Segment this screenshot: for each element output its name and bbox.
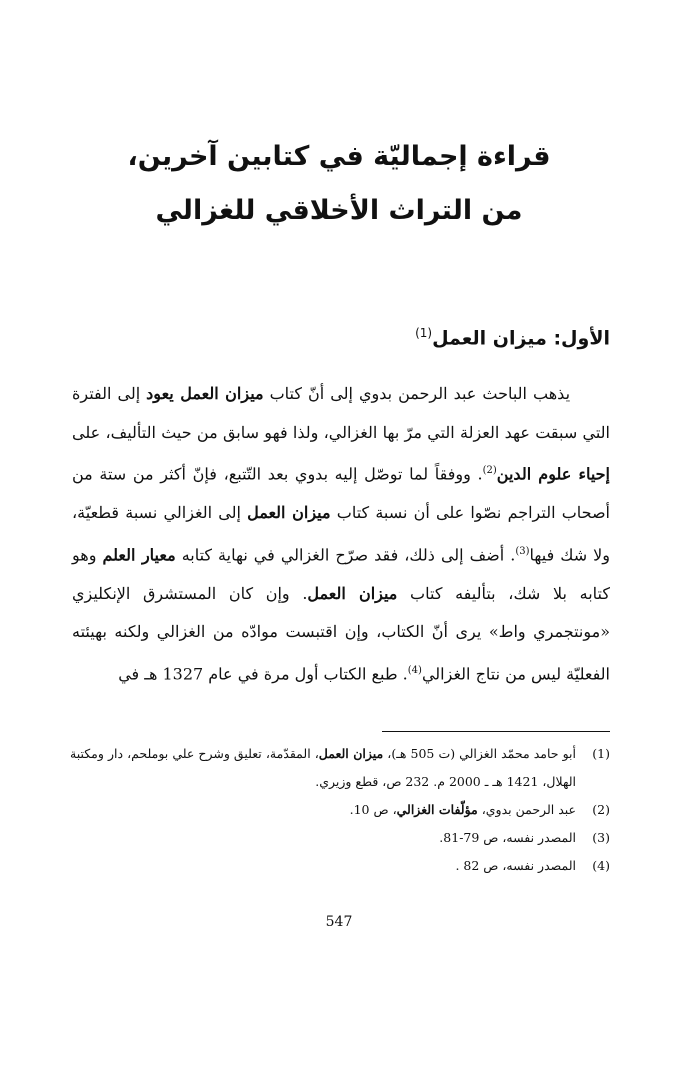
footnote-text xyxy=(70,824,576,852)
text-run: إلى الفترة التي سبقت عهد العزلة التي مرّ بها الغزالي، ولذا فهو سابق من حيث التأليف، على xyxy=(72,384,610,442)
body-text xyxy=(72,375,610,694)
text-run: ، المقدّمة، تعليق وشرح علي بوملحم، دار ومكتبة الهلال، 1421 هـ ـ 2000 م. 232 ص، قطع وزيري. xyxy=(70,746,576,789)
text-run: أبو حامد محمّد الغزالي (ت 505 هـ)، xyxy=(383,746,576,761)
book-title-ihya: إحياء علوم الدين xyxy=(496,464,611,484)
footnotes xyxy=(70,740,610,880)
text-run: المصدر نفسه، ص 79-81. xyxy=(439,830,576,845)
footnote-text xyxy=(70,852,576,880)
text-run: يذهب الباحث عبد الرحمن بدوي إلى أنّ كتاب xyxy=(263,384,571,403)
book-title-miyar: معيار العلم xyxy=(102,545,176,565)
footnote xyxy=(70,796,610,824)
footnote xyxy=(70,824,610,852)
footnote-ref-1: (1) xyxy=(415,326,433,340)
text-run: . وإن كان المستشرق الإنكليزي «مونتجمري واط» يرى أنّ الكتاب، وإن اقتبست موادّه من الغزالي ولكنه بهيئته الفعليّة ليس من نتاج الغزالي xyxy=(72,583,611,684)
footnote-ref-4: (4) xyxy=(407,664,422,676)
chapter-title xyxy=(60,130,618,238)
book-title-mizan: ميزان العمل يعود xyxy=(146,384,264,403)
text-run: . طبع الكتاب أول مرة في عام 1327 هـ في xyxy=(118,664,408,684)
footnote-ref-3: (3) xyxy=(515,545,530,557)
book-title-mizan: ميزان العمل xyxy=(307,583,398,603)
text-run: وهو كتابه بلا شك، بتأليفه كتاب xyxy=(72,545,610,603)
text-run: إلى الغزالي نسبة قطعيّة، ولا شك فيها xyxy=(72,503,611,565)
footnote-text xyxy=(70,740,576,796)
book-title: ميزان العمل xyxy=(318,746,384,761)
footnote xyxy=(70,740,610,796)
book-title: مؤلّفات الغزالي xyxy=(396,802,478,817)
text-run: . ووفقاً لما توصّل إليه بدوي بعد التّتبع، فإنّ أكثر من ستة من أصحاب التراجم نصّوا على أن نسبة كتاب xyxy=(72,464,610,523)
section-heading-text: الأول: ميزان العمل xyxy=(432,327,610,350)
footnote-number: (4) xyxy=(592,858,610,873)
text-run: . أضف إلى ذلك، فقد صرّح الغزالي في نهاية كتابه xyxy=(175,545,516,565)
page-number: 547 xyxy=(325,914,353,930)
section-heading xyxy=(415,318,610,353)
footnote-divider xyxy=(382,731,610,732)
text-run: عبد الرحمن بدوي، xyxy=(477,802,576,817)
footnote-ref-2: (2) xyxy=(482,465,497,477)
footnote-number: (1) xyxy=(592,746,610,761)
text-run: ، ص 10. xyxy=(349,802,397,817)
footnote xyxy=(70,852,610,880)
footnote-number: (3) xyxy=(592,830,610,845)
footnote-number: (2) xyxy=(592,802,610,817)
footnote-text xyxy=(70,796,576,824)
chapter-title-line-2: من التراث الأخلاقي للغزالي xyxy=(155,195,523,226)
chapter-title-line-1: قراءة إجماليّة في كتابين آخرين، xyxy=(127,141,551,172)
paragraph xyxy=(72,375,610,694)
text-run: المصدر نفسه، ص 82 . xyxy=(455,858,576,873)
book-title-mizan: ميزان العمل xyxy=(247,503,331,523)
